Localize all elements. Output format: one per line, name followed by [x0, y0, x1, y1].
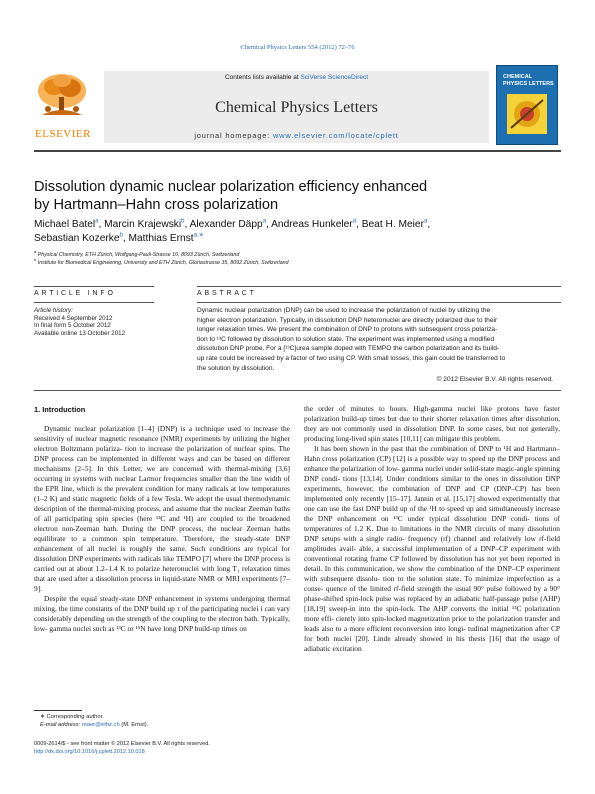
- intro-paragraph: the order of minutes to hours. High-gamma nuclei like protons have faster polarization build-up times but due to their shorter relaxation times after dissolution, they are not commonly used in dissolution DNP. In some cases, but not generally, producing long-lived spin states [10,11] can mitigate this problem.: [304, 404, 560, 443]
- article-title-line-2: by Hartmann–Hahn cross polarization: [34, 197, 279, 213]
- available-date: Available online 13 October 2012: [34, 329, 126, 337]
- affiliation-text: Physical Chemistry, ETH Zürich, Wolfgang-Pauli-Strasse 10, 8093 Zürich, Switzerland: [37, 252, 240, 258]
- author-name[interactable]: Andreas Hunkeler: [271, 219, 353, 230]
- intro-paragraph: Dynamic nuclear polarization [1–4] (DNP) is a technique used to increase the sensitivity of nuclear magnetic resonance (NMR) experiments by utilizing the higher electron Boltzmann polariza- tion to increase the polarization of nuclear spins. The DNP process can be implemented in different ways and can be based on different mechanisms [2–5]. In this Letter, we are concerned with thermal-mixing [3,6] occurring in systems with nuclear Larmor frequencies smaller than the line width of the EPR line, which is the prevalent condition for many radicals at low temperatures (1–2 K) and static magnetic fields of a few Tesla. We adopt the usual thermodynamic description of the thermal-mixing process, and assume that the nuclear Zeeman baths of all participating spin species (here ¹³C and ¹H) are coupled to the broadened electron non-Zeeman bath. During the DNP process, the nuclear Zeeman baths equilibrate to a common spin temperature. Therefore, the steady-state DNP enhancement of all nuclei is roughly the same. Such conditions are typical for dissolution DNP experiments with radicals like TEMPO [7] where the DNP process is carried out at about 1.2–1.4 K to polarize heteronuclei with long T₁ relaxation times that are used after a dissolution process in liquid-state NMR or MRI experiments [7–9].: [34, 424, 290, 593]
- article-title: [34, 178, 561, 214]
- masthead-rule: [34, 150, 561, 152]
- journal-masthead: [34, 57, 561, 143]
- author-line-1: [34, 218, 561, 232]
- affiliation-mark: b: [34, 257, 37, 263]
- article-title-line-1: Dissolution dynamic nuclear polarization efficiency enhanced: [34, 179, 428, 195]
- abstract-copyright: © 2012 Elsevier B.V. All rights reserved.: [436, 376, 553, 383]
- author-affiliation-mark[interactable]: b: [119, 232, 123, 239]
- email-suffix: (M. Ernst).: [119, 722, 149, 728]
- homepage-line: [104, 131, 489, 140]
- abstract-body: [197, 306, 561, 373]
- email-label: E-mail address:: [40, 722, 82, 728]
- abstract-line: Dynamic nuclear polarization (DNP) can be used to increase the polarization of nuclei by utilizing the: [197, 307, 491, 314]
- email-link[interactable]: maer@ethz.ch: [81, 722, 120, 728]
- abstract-heading: ABSTRACT: [197, 290, 257, 297]
- author-separator: ,: [122, 233, 129, 244]
- affiliation-b: [34, 257, 561, 267]
- body-column-right: [304, 404, 560, 756]
- section-heading-introduction: 1. Introduction: [34, 405, 86, 414]
- corresponding-author-label: ∗ Corresponding author.: [40, 714, 104, 720]
- journal-title: Chemical Physics Letters: [215, 99, 378, 116]
- author-affiliation-mark[interactable]: b: [181, 218, 185, 225]
- body-column-left: [34, 424, 290, 710]
- article-info-rule: [34, 286, 154, 287]
- abstract-line: tion to ¹³C followed by dissolution to solution state. The experiment was implemented using a modified: [197, 335, 495, 343]
- article-info-heading: ARTICLE INFO: [34, 290, 116, 297]
- author-separator: ,: [427, 219, 431, 230]
- author-affiliation-mark[interactable]: a: [352, 218, 357, 225]
- abstract-line: dissolution DNP probe. For a [¹³C]urea sample doped with TEMPO the carbon polarization and its build-: [197, 345, 500, 353]
- received-date: Received 4 September 2012: [34, 314, 113, 322]
- author-affiliation-mark[interactable]: a: [423, 218, 428, 225]
- article-info-rule: [34, 302, 154, 303]
- author-affiliation-mark[interactable]: a,∗: [193, 232, 204, 239]
- elsevier-tree-icon: [34, 71, 90, 119]
- front-matter-rule: [34, 390, 561, 391]
- history-label: Article history:: [34, 307, 73, 314]
- author-name[interactable]: Sebastian Kozerke: [34, 233, 120, 244]
- author-separator: ,: [356, 219, 362, 230]
- sciverse-link[interactable]: SciVerse ScienceDirect: [300, 74, 369, 81]
- author-separator: ,: [184, 219, 190, 230]
- affiliation-mark: a: [34, 249, 37, 255]
- doi-link[interactable]: http://dx.doi.org/10.1016/j.cplett.2012.10.018: [34, 749, 145, 755]
- author-name[interactable]: Marcin Krajewski: [104, 219, 182, 230]
- abstract-line: up rate could be increased by a factor of two using CP. With small losses, this gain could be transferred to: [197, 354, 506, 362]
- revised-date: In final form 5 October 2012: [34, 322, 111, 330]
- author-name[interactable]: Michael Batel: [34, 219, 96, 230]
- author-separator: ,: [98, 219, 105, 230]
- cover-art-icon: [507, 94, 547, 134]
- journal-cover-image[interactable]: [496, 65, 558, 145]
- abstract-line: higher electron polarization. Typically, in dissolution DNP heteronuclei are directly polarized due to their: [197, 316, 498, 324]
- contents-prefix: Contents lists available at: [224, 74, 301, 81]
- email-line: [40, 721, 148, 729]
- corresponding-author-footnote: [40, 713, 148, 729]
- intro-paragraph: It has been shown in the past that the combination of DNP to ¹H and Hartmann–Hahn cross polarization (CP) [12] is a possible way to speed up the DNP process and enhance the polarization of low- gamma nuclei under solid-state magic-angle spinning DNP condi- tions [13,14]. Under conditions similar to the ones in dissolution DNP experiments, however, the combination of DNP and CP (DNP–CP) has been implemented only recently [15–17]. Jannin et al. [15,17] showed experimentally that one can use the fast DNP build up of the ¹H to speed up and simultaneously increase the DNP enhancement on ¹³C under typical dissolution DNP condi- tions of temperatures of 1.2 K. Due to limitations in the NMR circuits of many dissolution DNP setups with a single radio- frequency (rf) channel and relatively low rf-field amplitudes avail- able, a successful implementation of a DNP–CP experiment with conventional rotating frame CP followed by dissolution has not yet been reported in detail. In this communication, we show the combination of the DNP–CP experiment with subsequent dissolu- tion to the solution state. To minimize imperfection as a conse- quence of the limited rf-field strength the usual 90° pulse followed by a 90° phase-shifted spin-lock pulse was replaced by an adiabatic half-passage pulse (AHP) [18,19] sweep-in into the spin-lock. The AHP converts the initial ¹³C polarization more effi- ciently into spin-locked magnetization prior to the polarization transfer and leads also to a more efficient reconversion into longi- tudinal magnetization after CP for both nuclei [20]. Linde already showed in his thesis [16] that the usage of adiabatic excitation: [304, 444, 560, 653]
- author-name[interactable]: Matthias Ernst: [128, 233, 194, 244]
- author-list: [34, 218, 561, 246]
- cover-title: CHEMICAL PHYSICS LETTERS: [503, 74, 554, 87]
- abstract-line: the solution by dissolution.: [197, 364, 275, 372]
- footnote-rule: [34, 710, 82, 711]
- affiliation-text: Institute for Biomedical Engineering, University and ETH Zürich, Gloriastrasse 35, 8092 Zürich, Switzerland: [37, 260, 289, 266]
- author-line-2: [34, 232, 561, 246]
- elsevier-logo[interactable]: [34, 71, 92, 143]
- author-affiliation-mark[interactable]: a: [262, 218, 267, 225]
- affiliation-a: [34, 249, 561, 259]
- abstract-rule: [197, 286, 561, 287]
- contents-line: [104, 74, 489, 81]
- abstract-rule: [197, 302, 561, 303]
- author-affiliation-mark[interactable]: a: [95, 218, 99, 225]
- author-name[interactable]: Beat H. Meier: [361, 219, 424, 230]
- bottom-meta: [34, 740, 210, 756]
- homepage-link[interactable]: www.elsevier.com/locate/cplett: [272, 131, 399, 140]
- issn-line: 0009-2614/$ - see front matter © 2012 Elsevier B.V. All rights reserved.: [34, 741, 210, 747]
- article-history: [34, 307, 174, 337]
- intro-paragraph: Despite the equal steady-state DNP enhancement in systems undergoing thermal mixing, the time constants of the DNP build up τ of the participating nuclei i can vary considerably depending on the strength of the coupling to the electron bath. Typically, low- gamma nuclei such as ¹³C or ¹⁵N have long DNP build-up times on: [34, 594, 290, 633]
- homepage-prefix: journal homepage:: [194, 131, 273, 140]
- journal-reference-link[interactable]: Chemical Physics Letters 554 (2012) 72–76: [240, 44, 355, 51]
- masthead-center-panel: [104, 71, 489, 143]
- author-name[interactable]: Alexander Däpp: [189, 219, 263, 230]
- author-separator: ,: [266, 219, 272, 230]
- elsevier-wordmark: ELSEVIER: [35, 128, 91, 140]
- abstract-line: longer relaxation times. We present the combination of DNP to protons with subsequent cross polariza-: [197, 326, 498, 334]
